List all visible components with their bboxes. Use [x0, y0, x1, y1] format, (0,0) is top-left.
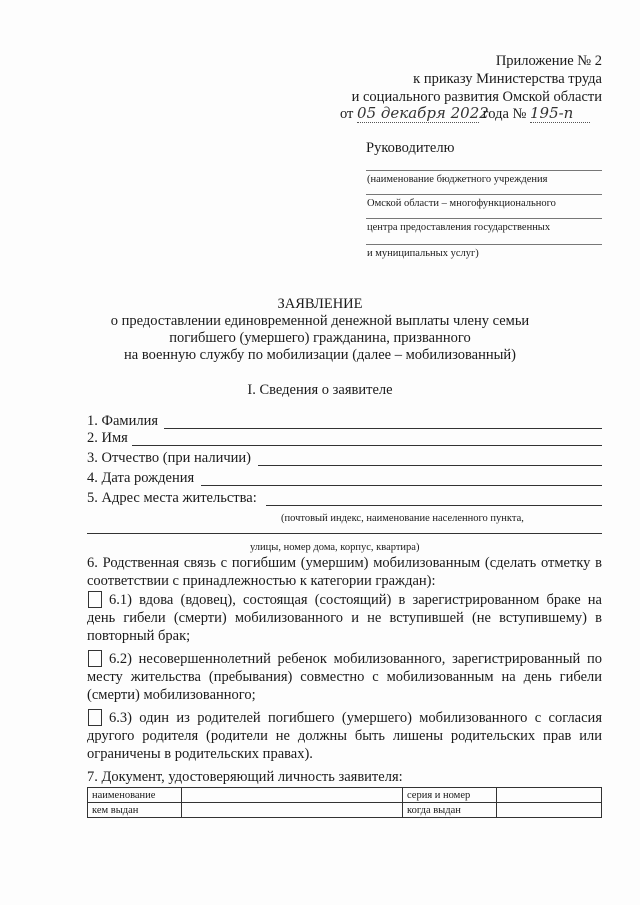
birthdate-label: 4. Дата рождения	[87, 470, 195, 486]
name-label: 2. Имя	[87, 430, 128, 446]
kinship-option-1	[87, 591, 602, 645]
date-suffix: года №	[482, 106, 527, 122]
order-ref-line: к приказу Министерства труда	[413, 71, 602, 87]
name-field[interactable]	[132, 445, 602, 446]
checkbox-child[interactable]	[88, 650, 102, 667]
doc-name-value[interactable]	[182, 788, 403, 803]
document-heading: ЗАЯВЛЕНИЕ	[277, 296, 363, 312]
table-row	[88, 803, 602, 818]
doc-issued-by-label: кем выдан	[88, 803, 182, 818]
addressee-line-4[interactable]	[366, 244, 602, 245]
addressee-line-3[interactable]	[366, 218, 602, 219]
address-caption-1: (почтовый индекс, наименование населенного пункта,	[281, 513, 524, 524]
checkbox-parent[interactable]	[88, 709, 102, 726]
patronymic-label: 3. Отчество (при наличии)	[87, 450, 251, 466]
option-2-text: 6.2) несовершеннолетний ребенок мобилизованного, зарегистрированный по месту жительства (пребывания) совместно с мобилизованным на день гибели (смерти) мобилизованного;	[87, 651, 602, 703]
order-date-line	[340, 104, 590, 123]
checkbox-widow[interactable]	[88, 591, 102, 608]
kinship-option-3	[87, 709, 602, 763]
title-line-2: погибшего (умершего) гражданина, призванного	[169, 330, 471, 346]
surname-field[interactable]	[164, 428, 602, 429]
address-field-2[interactable]	[87, 533, 602, 534]
doc-issued-by-value[interactable]	[182, 803, 403, 818]
addressee-line-1[interactable]	[366, 170, 602, 171]
patronymic-field[interactable]	[258, 465, 602, 466]
addressee-label: Руководителю	[366, 140, 455, 156]
addressee-caption-4: и муниципальных услуг)	[367, 248, 479, 259]
doc-series-value[interactable]	[497, 788, 602, 803]
addressee-caption-1: (наименование бюджетного учреждения	[367, 174, 548, 185]
doc-series-label: серия и номер	[403, 788, 497, 803]
section-heading: I. Сведения о заявителе	[247, 382, 393, 398]
option-3-text: 6.3) один из родителей погибшего (умершего) мобилизованного с согласия другого родителя (родители не должны быть лишены родительских прав или ограничены в родительских правах).	[87, 710, 602, 762]
addressee-line-2[interactable]	[366, 194, 602, 195]
birthdate-field[interactable]	[201, 485, 602, 486]
addressee-caption-3: центра предоставления государственных	[367, 222, 551, 233]
address-field-1[interactable]	[266, 505, 602, 506]
identity-document-heading: 7. Документ, удостоверяющий личность заявителя:	[87, 769, 403, 785]
doc-issued-when-value[interactable]	[497, 803, 602, 818]
table-row	[88, 788, 602, 803]
appendix-title: Приложение № 2	[495, 53, 602, 69]
kinship-option-2	[87, 650, 602, 704]
option-1-text: 6.1) вдова (вдовец), состоящая (состоящий) в зарегистрированном браке на день гибели (смерти) мобилизованного и не вступившей (не вступившему) в повторный брак;	[87, 592, 602, 644]
address-caption-2: улицы, номер дома, корпус, квартира)	[250, 542, 420, 553]
identity-document-table	[87, 787, 602, 818]
doc-issued-when-label: когда выдан	[403, 803, 497, 818]
title-line-1: о предоставлении единовременной денежной выплаты члену семьи	[110, 313, 530, 329]
handwritten-number: 195-п	[530, 104, 590, 123]
surname-label: 1. Фамилия	[87, 413, 158, 429]
date-prefix: от	[340, 106, 354, 122]
ministry-line: и социального развития Омской области	[351, 89, 602, 105]
address-label: 5. Адрес места жительства:	[87, 490, 257, 506]
kinship-intro: 6. Родственная связь с погибшим (умершим) мобилизованным (сделать отметку в соответствии с принадлежностью к категории граждан):	[87, 555, 602, 589]
doc-name-label: наименование	[88, 788, 182, 803]
handwritten-date: 05 декабря 2022	[357, 104, 489, 122]
addressee-caption-2: Омской области – многофункционального	[367, 198, 556, 209]
title-line-3: на военную службу по мобилизации (далее – мобилизованный)	[124, 347, 516, 363]
